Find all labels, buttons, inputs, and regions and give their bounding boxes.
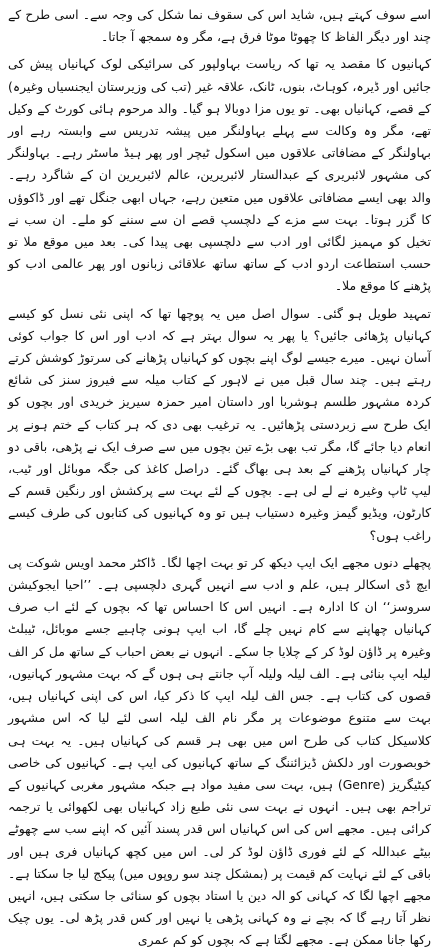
paragraph-1: اسے سوف کہتے ہیں، شاید اس کی سقوف نما شکل کی وجہ سے۔ اسی طرح کے چند اور دیگر الفاظ کا چھوٹا موٹا فرق ہے، مگر وہ سمجھ آ جاتا۔ [8, 7, 431, 45]
paragraph-4: پچھلے دنوں مجھے ایک ایپ دیکھ کر تو بہت اچھا لگا۔ ڈاکٹر محمد اویس شوکت پی ایچ ڈی اسکالر ہیں، علم و ادب سے انہیں گہری دلچسپی ہے۔ ’’احیا ایجوکیشن سروسز‘‘ ان کا ادارہ ہے۔ انہیں اس کا احساس تھا کہ بچوں کے لئے اب صرف کہانیاں چھاپنے سے کام نہیں چلے گا، اب ایپ ہونی چاہیے جسے موبائل، ٹیبلٹ وغیرہ پر ڈاؤن لوڈ کر کے چلایا جا سکے۔ انہوں نے بعض احباب کے ساتھ مل کر الف لیلہ ایپ بنائی ہے۔ الف لیلہ ولیلہ آپ جانتے ہی ہوں گے کہ بہت مشہور کہانیوں، قصوں کی کتاب ہے۔ جس الف لیلہ ایپ کا ذکر کیا، اس کی اپنی کہانیاں ہیں، بہت سے متنوع موضوعات پر مگر نام الف لیلہ اسی لئے لیا کہ اس مشہور کلاسیکل کتاب کی طرح اس میں بھی ہر قسم کی کہانیاں ہیں۔ یہ بہت ہی خوبصورت اور دلکش ڈیزائننگ کے ساتھ کہانیوں کی ایپ ہے۔ کہانیوں کی خاصی کیٹیگریز (Genre) ہیں، بہت سی مفید مواد ہے جبکہ مشہور مغربی کہانیوں کے تراجم بھی ہیں۔ انہوں نے بہت سی نئی طبع زاد کہانیاں بھی لکھوائی یا ترجمہ کرائی ہیں۔ مجھے اس کی اس کہانیاں اس قدر پسند آئیں کہ اپنے سب سے چھوٹے بیٹے عبداللہ کے لئے فوری ڈاؤن لوڈ کر لی۔ اس میں کچھ کہانیاں فری ہیں اور باقی کے لئے نہایت کم قیمت پر (بمشکل چند سو روپوں میں) پیکج لیا جا سکتا ہے۔ مجھے اچھا لگا کہ کہانی کو الہ دین یا استاد بچوں کو سنائی جا سکتی ہیں، انہیں نظر آتا رہے گا کہ بچے نے وہ کہانی پڑھی یا نہیں اور کس قدر پڑھ لی۔ یوں چیک رکھا جانا ممکن ہے۔ مجھے لگتا ہے کہ بچوں کو کم عمری [8, 554, 431, 948]
paragraph-2: کہانیوں کا مقصد یہ تھا کہ ریاست بہاولپور کی سرائیکی لوک کہانیاں پیش کی جائیں اور ڈیرہ، کوہاٹ، بنوں، ٹانک، علاقہ غیر (تب کی وزیرستان ایجنسیاں وغیرہ) کے قصے، کہانیاں بھی۔ تو یوں مزا دوبالا ہو گیا۔ والد مرحوم ہائی کورٹ کے وکیل تھے، مگر وہ وکالت سے پہلے بہاولنگر میں پیشہ تدریس سے وابستہ رہے اور بہاولنگر کے مضافاتی علاقوں میں اسکول ٹیچر اور پھر ہیڈ ماسٹر رہے۔ بہاولنگر کی مشہور لائبریری کے عبدالستار لائبریرین، عالم لائبریرین ان کے شاگرد رہے۔ والد بھی ایسے مضافاتی علاقوں میں متعین رہے، جہاں ابھی جنگل تھے اور ڈاکوؤں کا گزر ہوتا۔ بہت سے مزے کے دلچسپ قصے ان سے سننے کو ملے۔ ان سب نے تخیل کو مہمیز لگائی اور ادب سے دلچسپی بھی پیدا کی۔ بعد میں موقع ملا تو حسب استطاعت اردو ادب کے ساتھ ساتھ علاقائی زبانوں اور پھر عالمی ادب کو پڑھنے کا موقع ملا۔ [8, 56, 431, 294]
paragraph-3: تمہید طویل ہو گئی۔ سوال اصل میں یہ پوچھا تھا کہ اپنی نئی نسل کو کیسے کہانیاں پڑھائی جائیں؟ یا پھر یہ سوال بہتر ہے کہ ادب اور اس کا جواب کوئی آسان نہیں۔ میرے جیسے لوگ اپنے بچوں کو کہانیاں پڑھانے کی سرتوڑ کوشش کرتے رہتے ہیں۔ چند سال قبل میں نے لاہور کے کتاب میلہ سے فیروز سنز کی شائع کردہ مشہور طلسم ہوشربا اور داستان امیر حمزہ سیریز خریدی اور بچوں کو ایک طرح سے زبردستی پڑھائیں۔ یہ ترغیب بھی دی کہ ہر کتاب کے ختم ہونے پر انعام دیا جائے گا، مگر تب بھی بڑے تین بچوں میں سے صرف ایک نے پڑھی، باقی دو چار کہانیاں پڑھنے کے بعد ہی بھاگ گئے۔ دراصل کاغذ کی جگہ موبائل اور ٹیب، لیپ ٹاپ وغیرہ نے لے لی ہے۔ بچوں کے لئے بہت سے پرکشش اور رنگین قسم کے کارٹون، ویڈیو گیمز وغیرہ دستیاب ہیں تو وہ کہانیوں کی کتابوں کی طرف کیسے راغب ہوں؟ [8, 305, 431, 543]
